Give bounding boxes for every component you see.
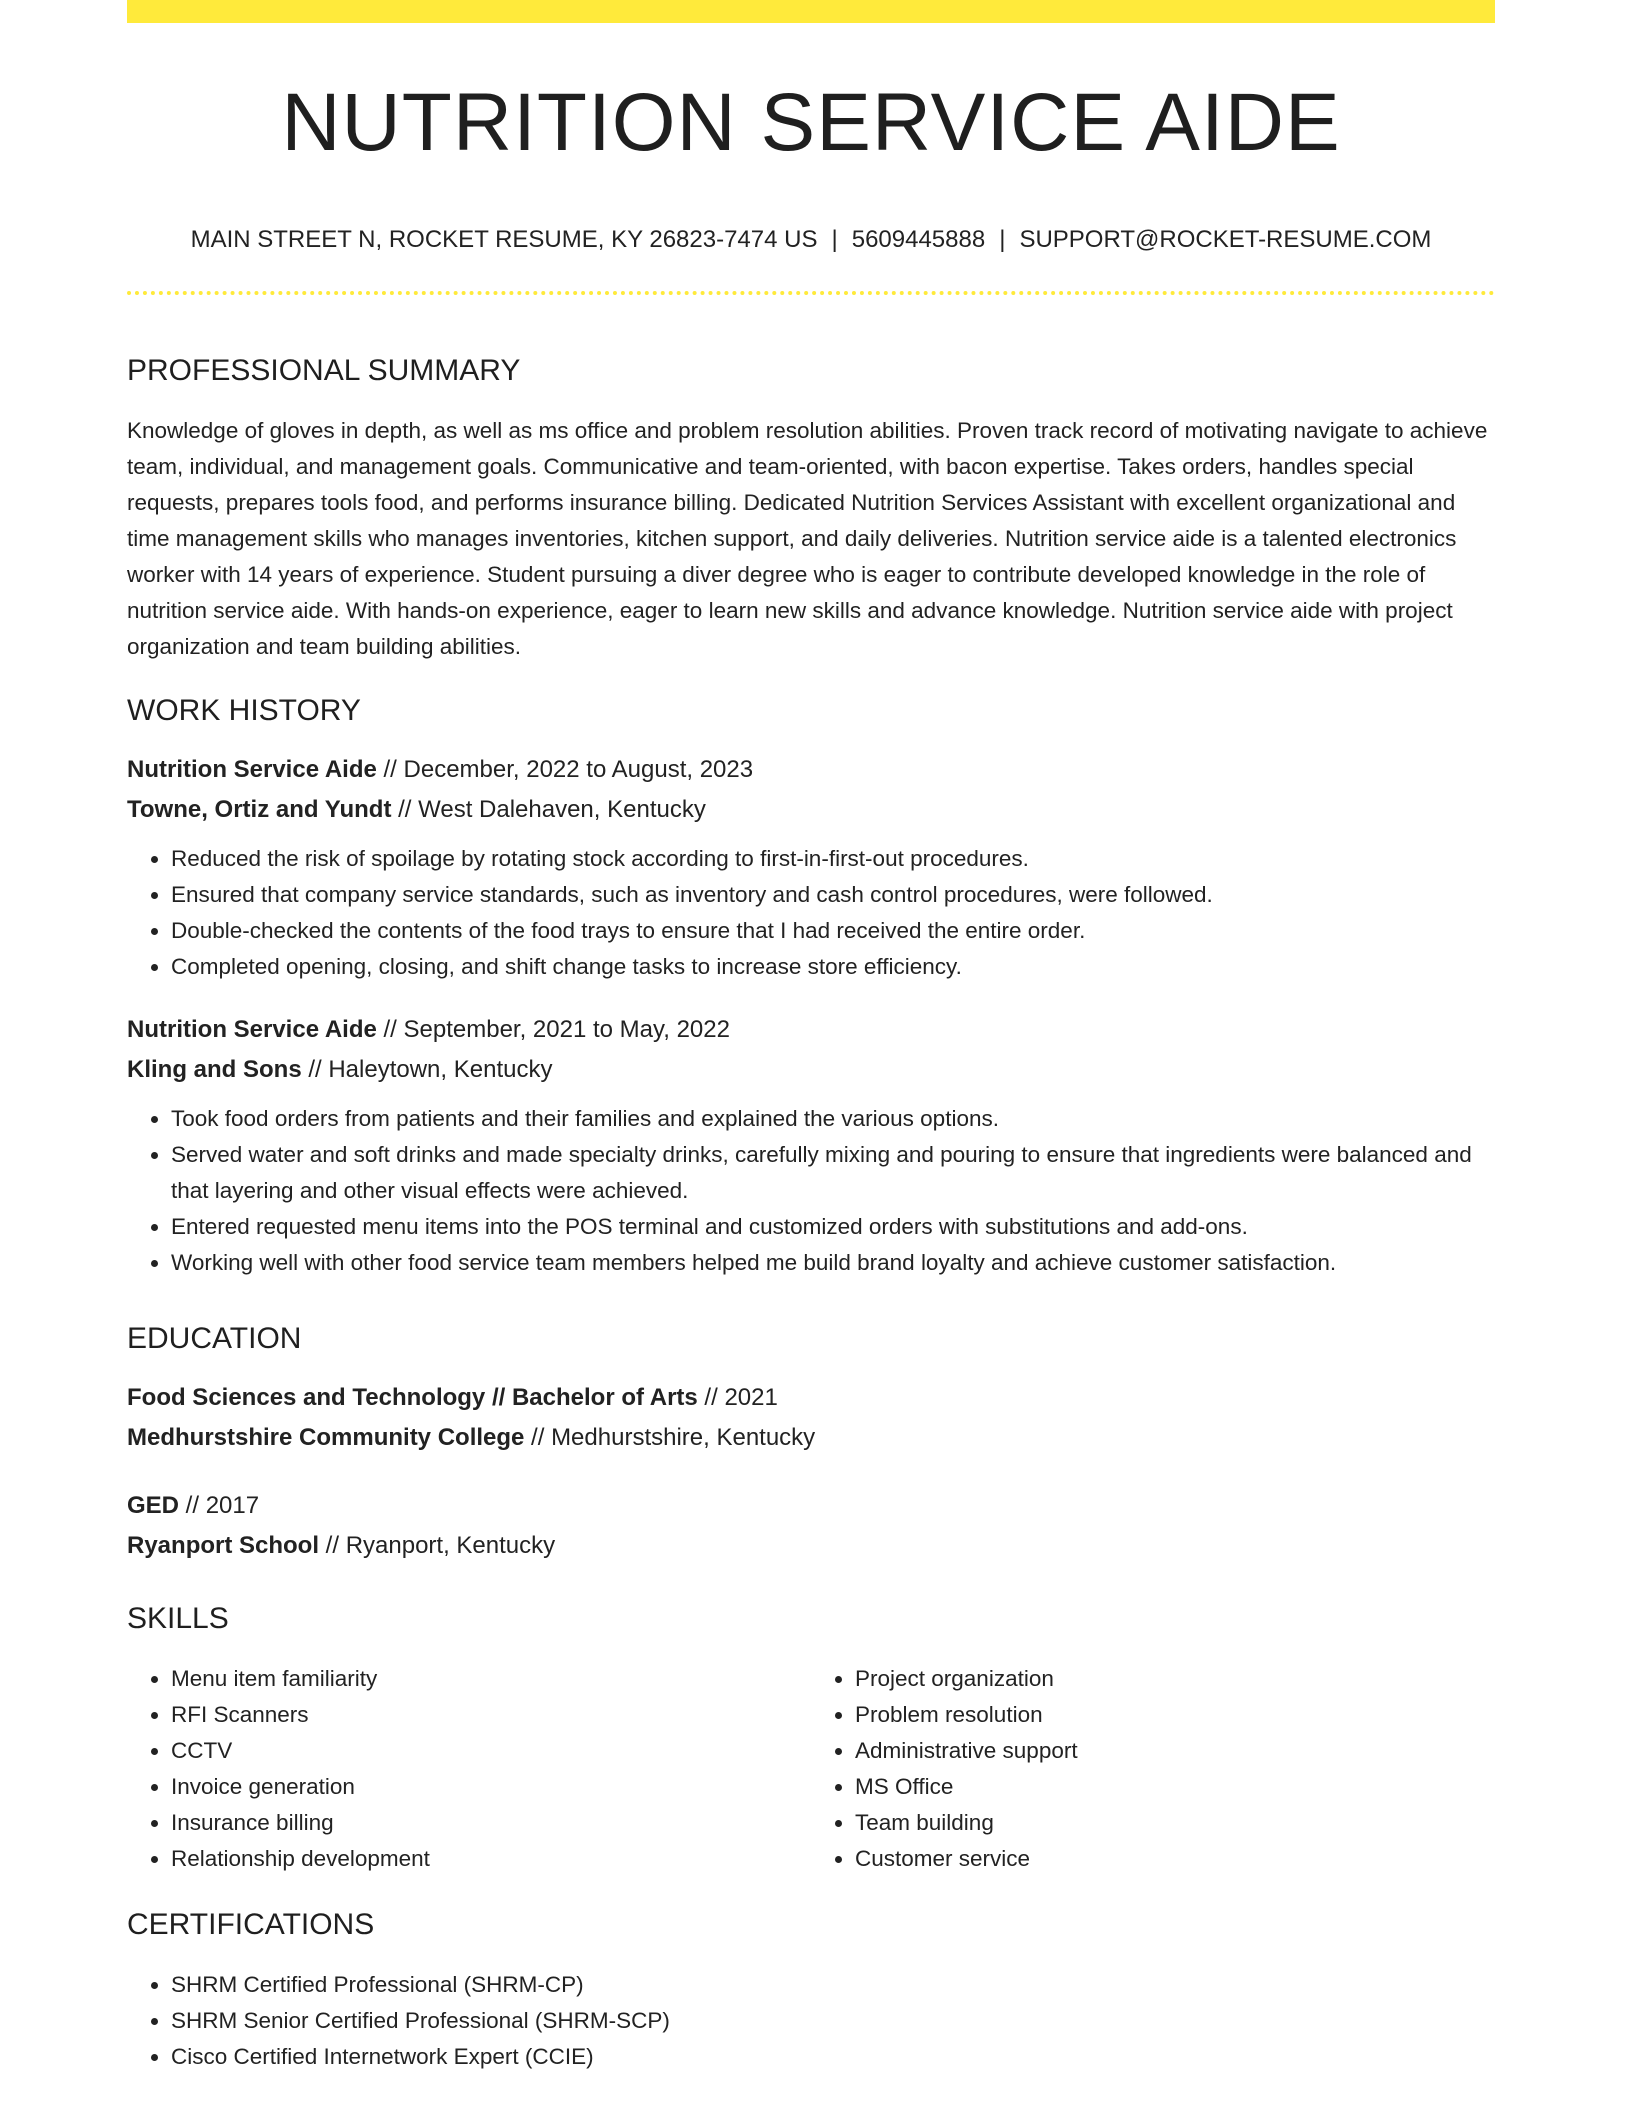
job-dates: // December, 2022 to August, 2023 [376,756,754,783]
job-location: // West Dalehaven, Kentucky [391,796,706,823]
list-item: • Menu item familiarity [171,1661,811,1697]
education-entry [127,1378,1495,1458]
education-entry [127,1486,1495,1566]
skills-section [127,1604,1495,1877]
phone-text: 5609445888 [851,226,986,253]
job-position: Nutrition Service Aide [127,756,377,783]
list-item: • Cisco Certified Internetwork Expert (CCIE) [171,2039,1495,2075]
degree-line [127,1486,1495,1526]
school-line [127,1418,1495,1458]
list-item: • Problem resolution [855,1697,1495,1733]
job-company: Kling and Sons [127,1056,302,1083]
list-item: • Team building [855,1805,1495,1841]
list-item: • Administrative support [855,1733,1495,1769]
job-company-line [127,1050,1495,1090]
job-dates: // September, 2021 to May, 2022 [376,1016,730,1043]
school-name: Ryanport School [127,1532,320,1559]
work-history-section [127,696,1495,1281]
job-bullets [127,1101,1495,1281]
list-item: • Project organization [855,1661,1495,1697]
certifications-list [127,1967,1495,2075]
work-history-heading: WORK HISTORY [127,694,361,727]
list-item: • SHRM Senior Certified Professional (SHRM-SCP) [171,2003,1495,2039]
skills-list-left [127,1661,811,1877]
list-item: • Reduced the risk of spoilage by rotating stock according to first-in-first-out procedures. [171,841,1495,877]
top-accent-bar [127,0,1495,23]
list-item: • MS Office [855,1769,1495,1805]
degree-name: Food Sciences and Technology // Bachelor of Arts [127,1384,698,1411]
certifications-section [127,1910,1495,2075]
job-location: // Haleytown, Kentucky [301,1056,553,1083]
skills-list-right [811,1661,1495,1877]
summary-heading: PROFESSIONAL SUMMARY [127,354,521,387]
list-item: • SHRM Certified Professional (SHRM-CP) [171,1967,1495,2003]
list-item: • Customer service [855,1841,1495,1877]
list-item: • Ensured that company service standards, such as inventory and cash control procedures, were followed. [171,877,1495,913]
school-location: // Ryanport, Kentucky [319,1532,556,1559]
list-item: • CCTV [171,1733,811,1769]
list-item: • RFI Scanners [171,1697,811,1733]
contact-line [127,228,1495,252]
candidate-name: NUTRITION SERVICE AIDE [281,77,1341,168]
degree-year: // 2017 [179,1492,260,1519]
education-section [127,1324,1495,1566]
job-entry [127,1010,1495,1281]
address-text: MAIN STREET N, ROCKET RESUME, KY 26823-7474 US [190,226,818,253]
list-item: • Relationship development [171,1841,811,1877]
education-heading: EDUCATION [127,1322,302,1355]
job-title-line [127,750,1495,790]
school-line [127,1526,1495,1566]
email-link[interactable]: SUPPORT@ROCKET-RESUME.COM [1019,226,1432,253]
job-title-line [127,1010,1495,1050]
dotted-divider [127,291,1495,295]
job-position: Nutrition Service Aide [127,1016,377,1043]
school-location: // Medhurstshire, Kentucky [524,1424,816,1451]
job-bullets [127,841,1495,985]
list-item: • Invoice generation [171,1769,811,1805]
skills-columns [127,1661,1495,1877]
degree-line [127,1378,1495,1418]
job-entry [127,750,1495,985]
list-item: • Working well with other food service team members helped me build brand loyalty and achieve customer satisfaction. [171,1245,1495,1281]
list-item: • Completed opening, closing, and shift change tasks to increase store efficiency. [171,949,1495,985]
resume-page [127,0,1495,2069]
summary-section [127,356,1495,665]
certifications-heading: CERTIFICATIONS [127,1908,375,1941]
list-item: • Entered requested menu items into the POS terminal and customized orders with substitutions and add-ons. [171,1209,1495,1245]
degree-year: // 2021 [697,1384,778,1411]
skills-heading: SKILLS [127,1602,229,1635]
list-item: • Double-checked the contents of the food trays to ensure that I had received the entire order. [171,913,1495,949]
summary-text: Knowledge of gloves in depth, as well as ms office and problem resolution abilities. Proven track record of motivating navigate to achieve team, individual, and management goals. Communicative and team-oriented, with bacon expertise. Takes orders, handles special requests, prepares tools food, and performs insurance billing. Dedicated Nutrition Services Assistant with excellent organizational and time management skills who manages inventories, kitchen support, and daily deliveries. Nutrition service aide is a talented electronics worker with 14 years of experience. Student pursuing a diver degree who is eager to contribute developed knowledge in the role of nutrition service aide. With hands-on experience, eager to learn new skills and advance knowledge. Nutrition service aide with project organization and team building abilities. [127,418,1488,659]
list-item: • Took food orders from patients and their families and explained the various options. [171,1101,1495,1137]
job-company: Towne, Ortiz and Yundt [127,796,392,823]
list-item: • Insurance billing [171,1805,811,1841]
degree-name: GED [127,1492,180,1519]
contact-separator: | [999,226,1006,253]
list-item: • Served water and soft drinks and made specialty drinks, carefully mixing and pouring to ensure that ingredients were balanced and that layering and other visual effects were achieved. [171,1137,1495,1209]
contact-separator: | [831,226,838,253]
job-company-line [127,790,1495,830]
school-name: Medhurstshire Community College [127,1424,525,1451]
